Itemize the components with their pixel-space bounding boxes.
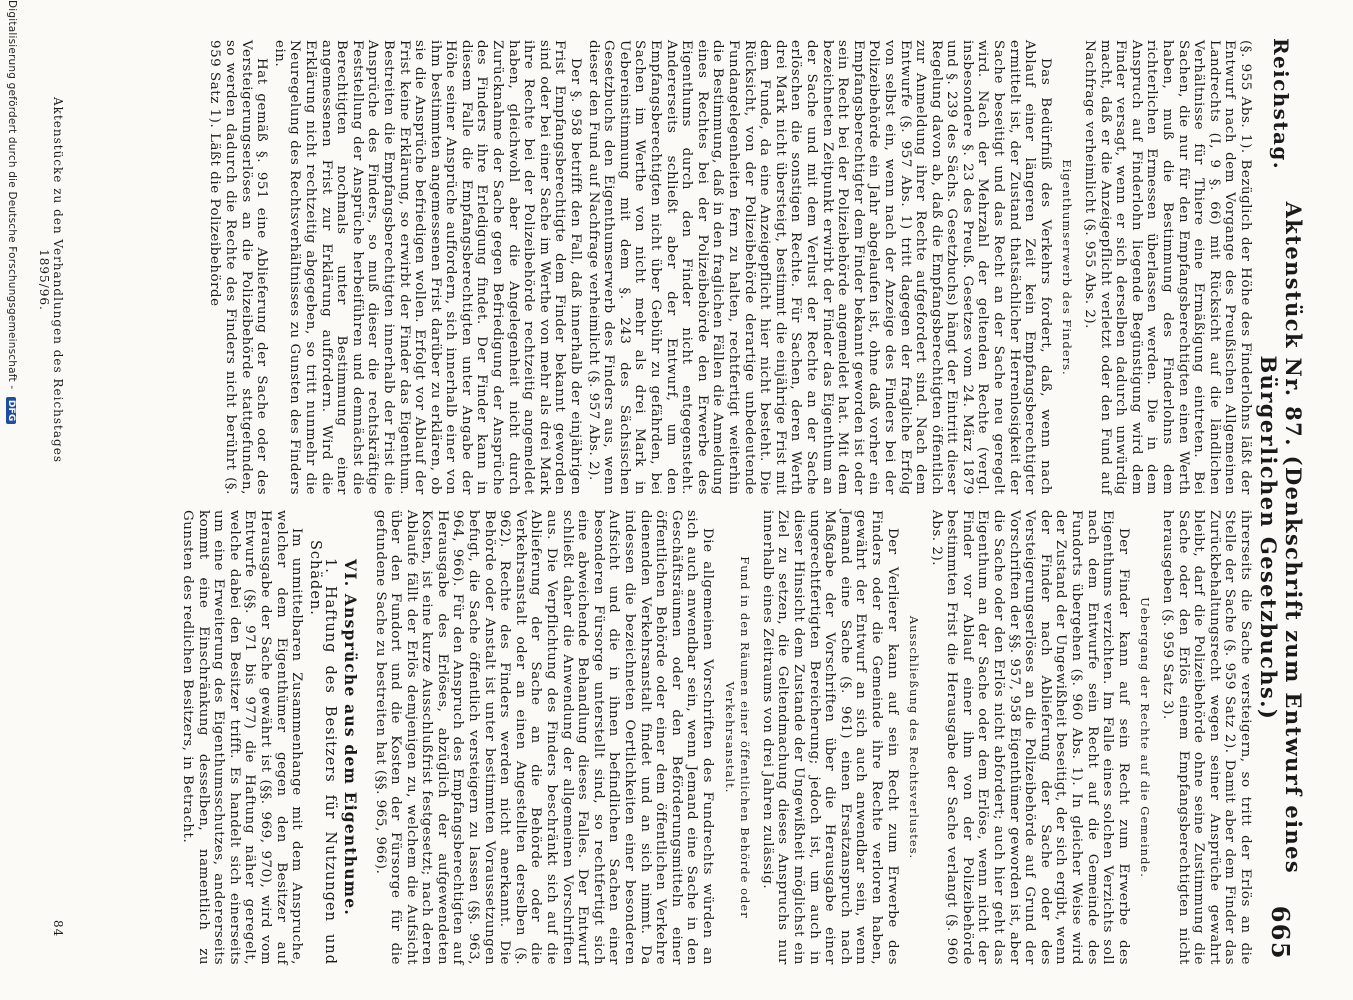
- header-left: Reichstag.: [1269, 38, 1293, 171]
- page-number: 665: [1266, 905, 1296, 960]
- left-column: [108, 40, 1253, 495]
- paragraph: Im unmittelbaren Zusammenhange mit dem Anspruche, welcher dem Eigenthümer gegen den Besitzer auf Herausgabe der Sache gewährt ist (§§. 969, 970), wird vom Entwurfe (§§. 971 bis 977) die Haftung näher geregelt, welche dabei den Besitzer trifft. Es handelt sich einerseits um eine Erweiterung des Eigenthumsschutzes, andererseits kommt eine Einschränkung desselben, namentlich zu Gunsten des redlichen Besitzers, in Betracht.: [180, 510, 305, 965]
- paragraph: Der Finder kann auf sein Recht zum Erwerbe des Eigenthums verzichten. Im Falle eines solchen Verzichts soll nach dem Entwurfe sein Recht auf die Gemeinde des Fundorts übergehen (§. 960 Abs. 1). In gleicher Weise wird der Zustand der Ungewißheit beseitigt, der sich ergibt, wenn der Finder nach Ablieferung der Sache oder des Versteigerungserlöses an die Polizeibehörde auf Grund der Vorschriften der §§. 957, 958 Eigenthümer geworden ist, aber die Sache oder den Erlös nicht abfordert; auch hier geht das Eigenthum an der Sache oder dem Erlöse, wenn nicht der Finder vor Ablauf einer ihm von der Polizeibehörde bestimmten Frist die Herausgabe der Sache verlangt (§. 960 Abs. 2).: [928, 510, 1131, 965]
- paragraph: Das Bedürfniß des Verkehrs fordert, daß, wenn nach Ablauf einer längeren Zeit kein Empfangsberechtigter ermittelt ist, der Zustand thatsächlicher Herrenlosigkeit der Sache beseitigt und das Recht an der Sache neu geregelt wird. Nach der Mehrzahl der geltenden Rechte (vergl. insbesondere §. 23 des Preuß. Gesetzes vom 24. März 1879 und §. 239 des Sächs. Gesetzbuchs) hängt der Eintritt dieser Regelung davon ab, daß die Empfangsberechtigten öffentlich zur Anmeldung ihrer Rechte aufgefordert sind. Nach dem Entwurfe (§. 957 Abs. 1) tritt dagegen der fragliche Erfolg von selbst ein, wenn nach der Anzeige des Finders bei der Polizeibehörde ein Jahr abgelaufen ist, ohne daß vorher ein Empfangsberechtigter dem Finder bekannt geworden ist oder sein Recht bei der Polizeibehörde angemeldet hat. Mit dem bezeichneten Zeitpunkt erwirbt der Finder das Eigenthum an der Sache und mit dem Verlust der Rechte an der Sache erlöschen die sonstigen Rechte. Für Sachen, deren Werth drei Mark nicht übersteigt, bestimmt die einjährige Frist mit dem Funde, da eine Anzeigepflicht hier nicht besteht. Die Rücksicht, von der Polizeibehörde derartige unbedeutende Fundangelegenheiten fern zu halten, rechtfertigt weiterhin die Bestimmung, daß in den fraglichen Fällen die Anmeldung eines Rechtes bei der Polizeibehörde den Erwerbe des Eigenthums durch den Finder nicht entgegensteht. Andererseits schließt aber der Entwurf, um den Empfangsberechtigten nicht über Gebühr zu gefährden, bei Sachen im Werthe von nicht mehr als drei Mark in Uebereinstimmung mit dem §. 243 des Sächsischen Gesetzbuchs den Eigenthumserwerb des Finders aus, wenn dieser den Fund auf Nachfrage verheimlicht (§. 957 Abs. 2).: [585, 40, 1053, 495]
- subheading: Fund in den Räumen einer öffentlichen Behörde oder Verkehrsanstalt.: [722, 556, 753, 919]
- paragraph: Hat gemäß §. 951 eine Ablieferung der Sache oder des Versteigerungserlöses an die Polizeibehörde stattgefunden, so werden dadurch die Rechte des Finders nicht berührt (§. 959 Satz 1). Läßt die Polizeibehörde: [207, 40, 270, 495]
- subheading: Eigenthumserwerb des Finders.: [1060, 159, 1075, 376]
- paragraph: ihrerseits die Sache versteigern, so tritt der Erlös an die Stelle der Sache (§. 959 Satz 2). Damit aber dem Finder das Zurückbehaltungsrecht wegen seiner Ansprüche gewahrt bleibt, darf die Polizeibehörde ohne seine Zustimmung die Sache oder den Erlös einem Empfangsberechtigten nicht herausgeben (§. 959 Satz 3).: [1160, 510, 1253, 965]
- footer-page-number: 84: [51, 920, 65, 938]
- footer-note: Aktenstücke zu den Verhandlungen des Reichstages 1895/96.: [37, 97, 65, 463]
- right-column: [108, 510, 1253, 965]
- paragraph: Die allgemeinen Vorschriften des Fundrechts würden an sich auch anwendbar sein, wenn Jemand eine Sache in den Geschäftsräumen oder den Beförderungsmitteln einer öffentlichen Behörde oder einer dem öffentlichen Verkehre dienenden Verkehrsanstalt findet und an sich nimmt. Da indessen die bezeichneten Oertlichkeiten einer besonderen Aufsicht und die in ihnen befindlichen Sachen einer besonderen Fürsorge unterstellt sind, so rechtfertigt sich eine abweichende Behandlung dieses Falles. Der Entwurf schließt daher die Anwendung der allgemeinen Vorschriften aus. Die Verpflichtung des Finders beschränkt sich auf die Ablieferung der Sache an die Behörde oder die Verkehrsanstalt oder an einen Angestellten derselben (§. 962). Rechte des Finders werden nicht anerkannt. Die Behörde oder Anstalt ist unter bestimmten Voraussetzungen befugt, die Sache öffentlich versteigern zu lassen (§§. 963, 964, 966). Für den Anspruch des Empfangsberechtigten auf Herausgabe des Erlöses, abzüglich der aufgewendeten Kosten, ist eine kurze Ausschlußfrist festgesetzt; nach deren Ablaufe fällt der Erlös demjenigen zu, welchem die Aufsicht über den Fundort und die Kosten der Fürsorge für die gefundene Sache zu bestreiten hat (§§. 965, 966).: [372, 510, 715, 965]
- paragraph: Der Verlierer kann auf sein Recht zum Erwerbe des Finders oder die Gemeinde ihre Rechte verloren haben, gewährt der Entwurf an sich auch anwendbar sein, wenn Jemand eine Sache (§. 961) einen Ersatzanspruch nach Maßgabe der Vorschriften über die Herausgabe einer ungerechtfertigten Bereicherung; jedoch ist, um auch in dieser Hinsicht dem Zustande der Ungewißheit möglichst ein Ziel zu setzen, die Geltendmachung dieses Anspruchs nur innerhalb eines Zeitraums von drei Jahren zulässig.: [759, 510, 900, 965]
- paragraph: (§. 955 Abs. 1). Bezüglich der Höhe des Finderlohns läßt der Entwurf nach dem Vorgange des Preußischen Allgemeinen Landrechts (I, 9 §. 66) mit Rücksicht auf die ländlichen Verhältnisse für Thiere eine Ermäßigung eintreten. Bei Sachen, die nur für den Empfangsberechtigten einen Werth haben, muß die Bestimmung des Finderlohns dem richterlichen Ermessen überlassen werden. Die in dem Anspruch auf Finderlohn liegende Begünstigung wird dem Finder versagt, wenn er sich derselben dadurch unwürdig macht, daß er die Anzeigepflicht verletzt oder den Fund auf Nachfrage verheimlicht (§. 955 Abs. 2).: [1082, 40, 1253, 495]
- header-title: Aktenstück Nr. 87. (Denkschrift zum Entwurf eines Bürgerlichen Gesetzbuchs.): [1256, 201, 1306, 875]
- paragraph: Der §. 958 betrifft den Fall, daß innerhalb der einjährigen Frist Empfangsberechtigte dem Finder bekannt geworden sind oder bei einer Sache im Werthe von mehr als drei Mark ihre Rechte bei der Polizeibehörde rechtzeitig angemeldet haben, gleichwohl aber die Angelegenheit nicht durch Zurücknahme der Sache gegen Befriedigung der Ansprüche des Finders ihre Erledigung findet. Der Finder kann in diesem Falle die Empfangsberechtigten unter Angabe der Höhe seiner Ansprüche auffordern, sich innerhalb einer von ihm bestimmten angemessenen Frist darüber zu erklären, ob sie die Ansprüche befriedigen wollen. Erfolgt vor Ablauf der Frist keine Erklärung, so erwirbt der Finder das Eigenthum. Bestreiten die Empfangsberechtigten innerhalb der Frist die Ansprüche des Finders, so muß dieser die rechtskräftige Feststellung der Ansprüche herbeiführen und demnächst die Berechtigten nochmals unter Bestimmung einer angemessenen Frist zur Erklärung auffordern. Wird die Erklärung nicht rechtzeitig abgegeben, so tritt nunmehr die Neuregelung des Rechtsverhältnisses zu Gunsten des Finders ein.: [271, 40, 584, 495]
- subsection-title: 1. Haftung des Besitzers für Nutzungen und Schäden.: [306, 540, 339, 965]
- subheading: Ausschließung des Rechtsverlustes.: [907, 615, 922, 860]
- page-header: [1256, 38, 1306, 960]
- dfg-logo: DFG: [6, 397, 16, 425]
- subheading: Uebergang der Rechte auf die Gemeinde.: [1138, 597, 1153, 878]
- section-title: VI. Ansprüche aus dem Eigenthume.: [340, 559, 360, 916]
- digitization-credit: [6, 0, 18, 1000]
- credit-text: Digitalisierung gefördert durch die Deutsche Forschungsgemeinschaft -: [6, 0, 18, 390]
